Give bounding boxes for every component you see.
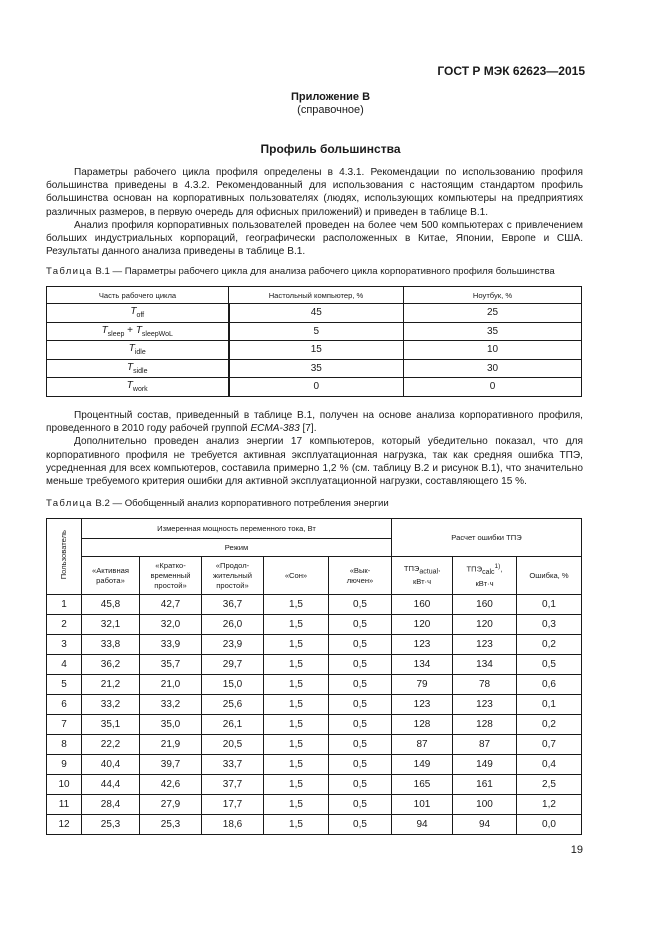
t2-cell-active: 22,2 <box>82 735 140 755</box>
t2-cell-user: 3 <box>47 635 82 655</box>
t2-cell-tpe-calc: 160 <box>453 595 517 615</box>
t2-cell-active: 45,8 <box>82 595 140 615</box>
t2-cell-sleep: 1,5 <box>264 775 329 795</box>
tpe-unit: кВт·ч <box>412 577 432 587</box>
t2-cell-long-idle: 23,9 <box>202 635 264 655</box>
table-row <box>47 304 582 323</box>
t1-cell-desktop: 35 <box>229 359 404 378</box>
table-row <box>47 322 582 341</box>
t2-cell-sleep: 1,5 <box>264 755 329 775</box>
t2-cell-error: 0,2 <box>517 635 582 655</box>
t2-mode-label-line: «Продол- <box>215 560 250 570</box>
t2-header-tpe-actual <box>392 557 453 595</box>
t2-cell-long-idle: 26,1 <box>202 715 264 735</box>
table2-caption-text: В.2 — Обобщенный анализ корпоративного потребления энергии <box>95 498 389 509</box>
appendix-title: Приложение В <box>290 91 371 103</box>
t1-cell-desktop: 0 <box>229 378 404 397</box>
t2-subheader <box>47 557 582 595</box>
table-row <box>47 615 582 635</box>
t2-cell-tpe-calc: 161 <box>453 775 517 795</box>
t2-cell-active: 33,2 <box>82 695 140 715</box>
t1-header-notebook: Ноутбук, % <box>404 287 582 304</box>
t2-cell-off: 0,5 <box>329 775 392 795</box>
table-row <box>47 815 582 835</box>
paragraph-3-text: Процентный состав, приведенный в таблице В.1, получен на основе анализа корпоративного профиля, проведенного в 2010 году рабочей группой <box>46 410 583 435</box>
t2-header-error: Расчет ошибки ТПЭ <box>392 519 582 557</box>
t2-cell-short-idle: 35,7 <box>140 655 202 675</box>
t2-cell-sleep: 1,5 <box>264 815 329 835</box>
t2-cell-off: 0,5 <box>329 695 392 715</box>
table-row <box>47 655 582 675</box>
t2-cell-user: 9 <box>47 755 82 775</box>
section-title: Профиль большинства <box>260 142 401 156</box>
t2-cell-short-idle: 35,0 <box>140 715 202 735</box>
t2-header-power: Измеренная мощность переменного тока, Вт <box>82 519 392 539</box>
t2-cell-long-idle: 36,7 <box>202 595 264 615</box>
t2-header-mode-1 <box>140 557 202 595</box>
appendix-subtitle: (справочное) <box>297 104 364 116</box>
intro-text <box>46 166 583 258</box>
t2-cell-user: 11 <box>47 795 82 815</box>
t2-cell-error: 0,7 <box>517 735 582 755</box>
table-row <box>47 341 582 360</box>
t1-cell-notebook: 35 <box>404 322 582 341</box>
t2-cell-off: 0,5 <box>329 635 392 655</box>
t2-cell-short-idle: 42,7 <box>140 595 202 615</box>
t2-cell-off: 0,5 <box>329 755 392 775</box>
paragraph-3 <box>46 409 583 435</box>
t2-header-mode-2 <box>202 557 264 595</box>
t2-cell-long-idle: 26,0 <box>202 615 264 635</box>
t2-cell-error: 0,0 <box>517 815 582 835</box>
t2-cell-active: 44,4 <box>82 775 140 795</box>
tpe-label: ТПЭ <box>466 565 483 574</box>
table2-caption <box>46 498 389 509</box>
t2-cell-off: 0,5 <box>329 795 392 815</box>
tpe-subscript: actual <box>419 568 439 576</box>
t2-mode-label-line: жительный <box>213 570 252 580</box>
paragraph-4: Дополнительно проведен анализ энергии 17 компьютеров, который убедительно показал, что для корпоративного профиля не требуется активная эксплуатационная нагрузка, так как средняя ошибка ТПЭ, усредненная для всех компьютеров, составила примерно 1,2 % (см. таблицу В.2 и рисунок В.1), что значительно меньше требуемого критерия ошибки для активной эксплуатационной нагрузки, составляющего 15 %. <box>46 436 583 488</box>
t2-cell-tpe-calc: 134 <box>453 655 517 675</box>
t2-cell-user: 6 <box>47 695 82 715</box>
t2-cell-user: 4 <box>47 655 82 675</box>
table-row <box>47 715 582 735</box>
t2-mode-label-line: простой» <box>154 580 187 590</box>
t1-param-subscript: sleep <box>107 330 125 338</box>
t2-cell-user: 12 <box>47 815 82 835</box>
t1-cell-notebook: 10 <box>404 341 582 360</box>
t2-cell-tpe-calc: 123 <box>453 635 517 655</box>
table1-caption-text: В.1 — Параметры рабочего цикла для анализа рабочего цикла корпоративного профиля большинства <box>95 266 555 277</box>
t2-cell-error: 0,4 <box>517 755 582 775</box>
t1-cell-part <box>47 378 229 397</box>
t1-cell-notebook: 0 <box>404 378 582 397</box>
table1-caption-label: Таблица <box>46 266 93 277</box>
table-row <box>47 359 582 378</box>
t2-cell-tpe-calc: 100 <box>453 795 517 815</box>
t2-cell-tpe-actual: 101 <box>392 795 453 815</box>
t2-cell-active: 33,8 <box>82 635 140 655</box>
t2-cell-user: 8 <box>47 735 82 755</box>
t2-cell-sleep: 1,5 <box>264 735 329 755</box>
t2-cell-error: 0,5 <box>517 655 582 675</box>
t2-cell-active: 21,2 <box>82 675 140 695</box>
t2-mode-label-line: «Сон» <box>284 570 308 580</box>
t2-cell-off: 0,5 <box>329 655 392 675</box>
t2-cell-tpe-calc: 123 <box>453 695 517 715</box>
t1-cell-desktop: 15 <box>229 341 404 360</box>
t2-header-user-label: Пользователь <box>59 530 68 580</box>
t2-cell-active: 25,3 <box>82 815 140 835</box>
t2-cell-tpe-actual: 165 <box>392 775 453 795</box>
t2-cell-short-idle: 27,9 <box>140 795 202 815</box>
t2-cell-short-idle: 33,2 <box>140 695 202 715</box>
t2-mode-label-line: «Вык- <box>349 565 371 575</box>
t2-cell-error: 0,3 <box>517 615 582 635</box>
t2-cell-off: 0,5 <box>329 715 392 735</box>
t2-cell-long-idle: 17,7 <box>202 795 264 815</box>
t2-cell-short-idle: 21,9 <box>140 735 202 755</box>
t2-cell-sleep: 1,5 <box>264 695 329 715</box>
table-row <box>47 695 582 715</box>
t2-cell-active: 32,1 <box>82 615 140 635</box>
t2-cell-active: 40,4 <box>82 755 140 775</box>
table-row <box>47 675 582 695</box>
t2-header-mode-3 <box>264 557 329 595</box>
table-row <box>47 735 582 755</box>
t2-cell-active: 35,1 <box>82 715 140 735</box>
t2-cell-tpe-actual: 120 <box>392 615 453 635</box>
t2-mode-label-line: временный <box>150 570 191 580</box>
tpe-label: ТПЭ <box>403 563 420 573</box>
t2-cell-short-idle: 21,0 <box>140 675 202 695</box>
t2-cell-tpe-calc: 87 <box>453 735 517 755</box>
t1-param-subscript: idle <box>134 349 146 357</box>
t1-cell-part <box>47 341 229 360</box>
t2-cell-tpe-actual: 149 <box>392 755 453 775</box>
t2-cell-long-idle: 33,7 <box>202 755 264 775</box>
t2-cell-short-idle: 39,7 <box>140 755 202 775</box>
t2-cell-long-idle: 15,0 <box>202 675 264 695</box>
t2-cell-off: 0,5 <box>329 675 392 695</box>
t2-cell-tpe-actual: 123 <box>392 695 453 715</box>
table-row <box>47 775 582 795</box>
t2-cell-error: 0,6 <box>517 675 582 695</box>
t2-cell-sleep: 1,5 <box>264 675 329 695</box>
t2-cell-tpe-actual: 128 <box>392 715 453 735</box>
t2-cell-tpe-actual: 87 <box>392 735 453 755</box>
t1-cell-desktop: 5 <box>229 322 404 341</box>
t2-cell-off: 0,5 <box>329 815 392 835</box>
t2-cell-sleep: 1,5 <box>264 635 329 655</box>
t1-cell-part <box>47 322 229 341</box>
t2-mode-label-line: лючен» <box>346 575 374 585</box>
t2-cell-off: 0,5 <box>329 615 392 635</box>
t2-cell-user: 5 <box>47 675 82 695</box>
t1-param-subscript-2: sleepWoL <box>141 330 173 338</box>
table-row <box>47 378 582 397</box>
t1-param-subscript: sidle <box>133 367 148 375</box>
table-row <box>47 635 582 655</box>
t1-param-symbol: T <box>101 324 108 336</box>
table-row <box>47 755 582 775</box>
t1-param-subscript: off <box>136 312 145 320</box>
t2-cell-tpe-actual: 123 <box>392 635 453 655</box>
t2-cell-short-idle: 32,0 <box>140 615 202 635</box>
t2-body <box>47 595 582 835</box>
t2-cell-tpe-actual: 79 <box>392 675 453 695</box>
t1-param-plus: + <box>124 324 136 336</box>
t2-cell-off: 0,5 <box>329 735 392 755</box>
t1-cell-part <box>47 304 229 323</box>
t2-cell-short-idle: 33,9 <box>140 635 202 655</box>
t2-mode-label-line: простой» <box>216 580 249 590</box>
table-row <box>47 595 582 615</box>
t2-cell-sleep: 1,5 <box>264 715 329 735</box>
t2-mode-label-line: «Кратко- <box>155 560 186 570</box>
t2-cell-sleep: 1,5 <box>264 595 329 615</box>
t1-param-symbol: T <box>126 380 133 392</box>
t1-cell-notebook: 25 <box>404 304 582 323</box>
t1-header-part: Часть рабочего цикла <box>47 287 229 304</box>
t2-cell-sleep: 1,5 <box>264 615 329 635</box>
t2-cell-active: 28,4 <box>82 795 140 815</box>
t2-header-mode: Режим <box>82 539 392 557</box>
table-energy-analysis <box>46 518 582 835</box>
paragraph-3-ref: [7]. <box>299 423 317 435</box>
t2-cell-tpe-actual: 134 <box>392 655 453 675</box>
t2-cell-tpe-calc: 128 <box>453 715 517 735</box>
t2-cell-short-idle: 25,3 <box>140 815 202 835</box>
t2-cell-active: 36,2 <box>82 655 140 675</box>
t2-cell-error: 0,2 <box>517 715 582 735</box>
t2-cell-off: 0,5 <box>329 595 392 615</box>
tpe-comma: , <box>438 563 441 573</box>
t1-body <box>47 304 582 397</box>
t2-cell-tpe-calc: 149 <box>453 755 517 775</box>
t2-cell-user: 1 <box>47 595 82 615</box>
t2-cell-long-idle: 29,7 <box>202 655 264 675</box>
table2-caption-label: Таблица <box>46 498 93 509</box>
t2-cell-short-idle: 42,6 <box>140 775 202 795</box>
t2-cell-tpe-calc: 120 <box>453 615 517 635</box>
t2-cell-tpe-calc: 78 <box>453 675 517 695</box>
t1-param-symbol: T <box>128 343 135 355</box>
t2-cell-error: 0,1 <box>517 695 582 715</box>
t1-cell-part <box>47 359 229 378</box>
t2-cell-tpe-calc: 94 <box>453 815 517 835</box>
table1-caption <box>46 266 555 277</box>
ecma-reference: ЕСМА-383 <box>250 423 300 435</box>
tpe-subscript: calc <box>482 569 495 577</box>
t2-cell-long-idle: 25,6 <box>202 695 264 715</box>
t1-cell-notebook: 30 <box>404 359 582 378</box>
t2-cell-sleep: 1,5 <box>264 795 329 815</box>
table-row <box>47 795 582 815</box>
t1-param-symbol: T <box>130 306 137 318</box>
t2-cell-sleep: 1,5 <box>264 655 329 675</box>
t1-cell-desktop: 45 <box>229 304 404 323</box>
t1-param-symbol: T <box>126 361 134 373</box>
t2-header-user <box>47 519 82 595</box>
t2-cell-error: 0,1 <box>517 595 582 615</box>
t2-header-tpe-calc <box>453 557 517 595</box>
t2-cell-long-idle: 37,7 <box>202 775 264 795</box>
t1-param-symbol-2: T <box>135 324 142 336</box>
t2-mode-label-line: «Активная <box>92 565 129 575</box>
paragraph-1: Параметры рабочего цикла профиля определены в 4.3.1. Рекомендации по использованию профиля большинства приведены в 4.3.2. Рекомендованный для использования с настоящим стандартом профиль большинства основан на корпоративных пользователях (людях, использующих компьютеры на предприятиях различных размеров, в первую очередь для офисных приложений) и приведен в таблице В.1. <box>46 167 583 218</box>
t2-mode-label-line: работа» <box>96 575 125 585</box>
t1-header-desktop: Настольный компьютер, % <box>229 287 404 304</box>
table-duty-cycle <box>46 286 582 397</box>
standard-header: ГОСТ Р МЭК 62623—2015 <box>437 64 585 78</box>
t2-cell-error: 2,5 <box>517 775 582 795</box>
t2-header-mode-4 <box>329 557 392 595</box>
t2-cell-error: 1,2 <box>517 795 582 815</box>
t2-cell-tpe-actual: 160 <box>392 595 453 615</box>
tpe-footnote-mark: 1) <box>494 563 501 571</box>
t2-header-error-pct: Ошибка, % <box>517 557 582 595</box>
t2-cell-long-idle: 18,6 <box>202 815 264 835</box>
t2-cell-user: 2 <box>47 615 82 635</box>
analysis-text <box>46 409 583 488</box>
t1-param-subscript: work <box>132 386 148 394</box>
paragraph-2: Анализ профиля корпоративных пользователей проведен на более чем 500 компьютерах с привлечением больших индустриальных корпораций, географически расположенных в Китае, Японии, Европе и США. Результаты данного анализа приведены в таблице В.1. <box>46 219 583 258</box>
t2-cell-tpe-actual: 94 <box>392 815 453 835</box>
t2-cell-long-idle: 20,5 <box>202 735 264 755</box>
page-number: 19 <box>570 844 583 856</box>
t2-header-mode-0 <box>82 557 140 595</box>
t2-cell-user: 7 <box>47 715 82 735</box>
t2-cell-user: 10 <box>47 775 82 795</box>
tpe-comma: , <box>500 565 503 574</box>
tpe-unit: кВт·ч <box>475 578 494 588</box>
